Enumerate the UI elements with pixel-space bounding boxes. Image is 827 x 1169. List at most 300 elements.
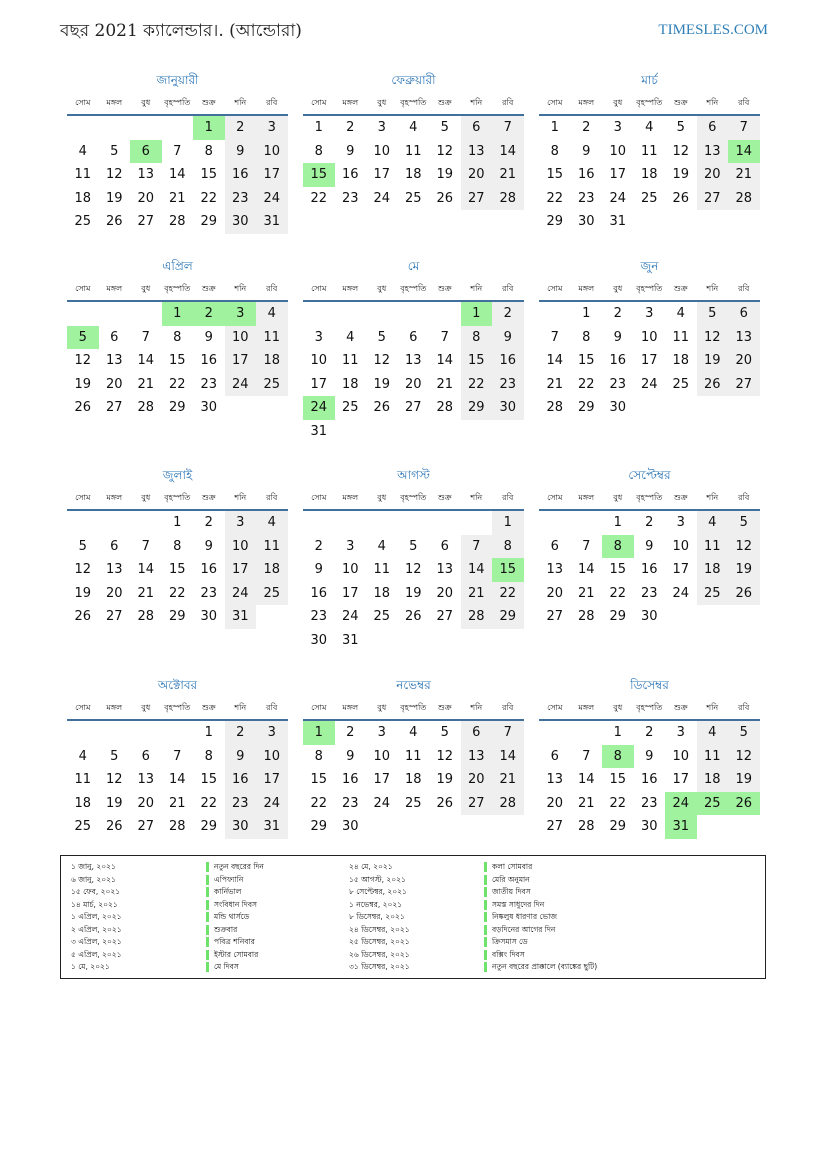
day-cell[interactable]: 17	[225, 558, 257, 582]
day-cell[interactable]: 4	[409, 120, 418, 135]
day-cell[interactable]: 9	[582, 143, 591, 159]
day-cell[interactable]: 18	[697, 768, 729, 792]
holiday-day-cell[interactable]: 15	[492, 558, 524, 582]
day-cell[interactable]: 20	[404, 376, 422, 392]
day-cell[interactable]: 25	[341, 400, 359, 415]
holiday-day-cell[interactable]: 31	[665, 815, 697, 839]
day-cell[interactable]: 13	[461, 140, 493, 164]
day-cell[interactable]: 23	[640, 795, 658, 811]
day-cell[interactable]: 14	[577, 562, 595, 577]
day-cell[interactable]: 18	[341, 376, 359, 392]
day-cell[interactable]: 5	[377, 329, 386, 345]
day-cell[interactable]: 3	[676, 515, 685, 530]
day-cell[interactable]: 23	[577, 190, 595, 206]
day-cell[interactable]: 29	[461, 396, 493, 420]
day-cell[interactable]: 10	[225, 535, 257, 559]
day-cell[interactable]: 2	[346, 120, 355, 135]
day-cell[interactable]: 23	[225, 187, 257, 211]
day-cell[interactable]: 13	[137, 167, 155, 182]
day-cell[interactable]: 27	[105, 400, 123, 415]
day-cell[interactable]: 12	[105, 772, 123, 787]
day-cell[interactable]: 17	[341, 585, 359, 601]
day-cell[interactable]: 5	[676, 120, 685, 135]
day-cell[interactable]: 11	[697, 535, 729, 559]
day-cell[interactable]: 24	[640, 376, 658, 392]
day-cell[interactable]: 18	[256, 558, 288, 582]
day-cell[interactable]: 16	[200, 562, 218, 577]
day-cell[interactable]: 28	[436, 400, 454, 415]
day-cell[interactable]: 15	[168, 562, 186, 577]
day-cell[interactable]: 7	[582, 538, 591, 554]
day-cell[interactable]: 17	[640, 353, 658, 368]
day-cell[interactable]: 9	[314, 562, 323, 577]
day-cell[interactable]: 20	[728, 349, 760, 373]
day-cell[interactable]: 5	[697, 302, 729, 326]
day-cell[interactable]: 2	[346, 725, 355, 740]
day-cell[interactable]: 30	[609, 400, 627, 415]
day-cell[interactable]: 9	[346, 143, 355, 159]
day-cell[interactable]: 19	[105, 190, 123, 206]
day-cell[interactable]: 6	[141, 748, 150, 764]
day-cell[interactable]: 23	[341, 190, 359, 206]
day-cell[interactable]: 2	[492, 302, 524, 326]
day-cell[interactable]: 13	[404, 353, 422, 368]
day-cell[interactable]: 11	[404, 143, 422, 159]
day-cell[interactable]: 29	[200, 214, 218, 229]
day-cell[interactable]: 3	[377, 120, 386, 135]
day-cell[interactable]: 4	[78, 143, 87, 159]
day-cell[interactable]: 12	[436, 143, 454, 159]
day-cell[interactable]: 21	[546, 376, 564, 392]
day-cell[interactable]: 9	[204, 329, 213, 345]
day-cell[interactable]: 31	[310, 423, 328, 439]
day-cell[interactable]: 26	[105, 214, 123, 229]
day-cell[interactable]: 2	[225, 116, 257, 140]
day-cell[interactable]: 20	[546, 795, 564, 811]
day-cell[interactable]: 10	[373, 748, 391, 764]
day-cell[interactable]: 27	[436, 609, 454, 624]
day-cell[interactable]: 19	[728, 558, 760, 582]
day-cell[interactable]: 18	[640, 167, 658, 182]
day-cell[interactable]: 14	[436, 353, 454, 368]
day-cell[interactable]: 29	[310, 819, 328, 834]
day-cell[interactable]: 14	[168, 167, 186, 182]
day-cell[interactable]: 22	[168, 585, 186, 601]
day-cell[interactable]: 16	[341, 772, 359, 787]
day-cell[interactable]: 5	[728, 721, 760, 745]
day-cell[interactable]: 22	[609, 585, 627, 601]
day-cell[interactable]: 20	[436, 585, 454, 601]
day-cell[interactable]: 20	[697, 163, 729, 187]
day-cell[interactable]: 4	[645, 120, 654, 135]
day-cell[interactable]: 19	[105, 795, 123, 811]
day-cell[interactable]: 17	[672, 772, 690, 787]
day-cell[interactable]: 12	[436, 748, 454, 764]
day-cell[interactable]: 7	[141, 329, 150, 345]
day-cell[interactable]: 14	[137, 562, 155, 577]
day-cell[interactable]: 22	[577, 376, 595, 392]
day-cell[interactable]: 8	[314, 748, 323, 764]
day-cell[interactable]: 24	[373, 795, 391, 811]
day-cell[interactable]: 7	[550, 329, 559, 345]
day-cell[interactable]: 12	[728, 745, 760, 769]
day-cell[interactable]: 9	[645, 748, 654, 764]
day-cell[interactable]: 30	[200, 400, 218, 415]
day-cell[interactable]: 5	[409, 538, 418, 554]
day-cell[interactable]: 27	[137, 819, 155, 834]
day-cell[interactable]: 9	[492, 326, 524, 350]
day-cell[interactable]: 8	[550, 143, 559, 159]
day-cell[interactable]: 11	[373, 562, 391, 577]
day-cell[interactable]: 10	[672, 538, 690, 554]
day-cell[interactable]: 22	[609, 795, 627, 811]
day-cell[interactable]: 19	[74, 376, 92, 392]
day-cell[interactable]: 12	[105, 167, 123, 182]
day-cell[interactable]: 17	[256, 163, 288, 187]
day-cell[interactable]: 22	[546, 190, 564, 206]
day-cell[interactable]: 17	[310, 376, 328, 392]
day-cell[interactable]: 20	[461, 163, 493, 187]
day-cell[interactable]: 18	[74, 795, 92, 811]
day-cell[interactable]: 19	[404, 585, 422, 601]
day-cell[interactable]: 2	[582, 120, 591, 135]
day-cell[interactable]: 12	[697, 326, 729, 350]
day-cell[interactable]: 31	[225, 605, 257, 629]
day-cell[interactable]: 23	[341, 795, 359, 811]
day-cell[interactable]: 28	[137, 400, 155, 415]
day-cell[interactable]: 8	[173, 329, 182, 345]
day-cell[interactable]: 8	[582, 329, 591, 345]
day-cell[interactable]: 26	[74, 400, 92, 415]
day-cell[interactable]: 3	[256, 116, 288, 140]
day-cell[interactable]: 7	[173, 748, 182, 764]
day-cell[interactable]: 3	[613, 120, 622, 135]
day-cell[interactable]: 27	[697, 187, 729, 211]
day-cell[interactable]: 18	[672, 353, 690, 368]
day-cell[interactable]: 31	[341, 632, 359, 648]
day-cell[interactable]: 17	[609, 167, 627, 182]
day-cell[interactable]: 19	[728, 768, 760, 792]
day-cell[interactable]: 27	[461, 187, 493, 211]
day-cell[interactable]: 26	[436, 190, 454, 206]
day-cell[interactable]: 29	[492, 605, 524, 629]
day-cell[interactable]: 10	[225, 326, 257, 350]
day-cell[interactable]: 2	[314, 538, 323, 554]
day-cell[interactable]: 13	[546, 562, 564, 577]
day-cell[interactable]: 18	[404, 772, 422, 787]
day-cell[interactable]: 29	[609, 819, 627, 834]
day-cell[interactable]: 17	[256, 768, 288, 792]
day-cell[interactable]: 14	[137, 353, 155, 368]
day-cell[interactable]: 16	[225, 768, 257, 792]
day-cell[interactable]: 25	[697, 582, 729, 606]
site-link[interactable]: TIMESLES.COM	[658, 22, 768, 38]
day-cell[interactable]: 15	[200, 772, 218, 787]
day-cell[interactable]: 2	[225, 721, 257, 745]
day-cell[interactable]: 30	[341, 819, 359, 834]
day-cell[interactable]: 6	[409, 329, 418, 345]
day-cell[interactable]: 22	[310, 190, 328, 206]
day-cell[interactable]: 29	[546, 214, 564, 229]
day-cell[interactable]: 24	[672, 585, 690, 601]
day-cell[interactable]: 1	[173, 515, 182, 530]
day-cell[interactable]: 7	[440, 329, 449, 345]
day-cell[interactable]: 18	[74, 190, 92, 206]
day-cell[interactable]: 10	[341, 562, 359, 577]
day-cell[interactable]: 29	[577, 400, 595, 415]
day-cell[interactable]: 10	[672, 748, 690, 764]
day-cell[interactable]: 21	[577, 795, 595, 811]
holiday-day-cell[interactable]: 1	[193, 116, 225, 140]
day-cell[interactable]: 22	[310, 795, 328, 811]
day-cell[interactable]: 15	[168, 353, 186, 368]
day-cell[interactable]: 11	[341, 353, 359, 368]
day-cell[interactable]: 11	[697, 745, 729, 769]
day-cell[interactable]: 16	[609, 353, 627, 368]
day-cell[interactable]: 22	[200, 795, 218, 811]
day-cell[interactable]: 19	[697, 349, 729, 373]
day-cell[interactable]: 21	[461, 582, 493, 606]
day-cell[interactable]: 9	[613, 329, 622, 345]
day-cell[interactable]: 25	[404, 190, 422, 206]
day-cell[interactable]: 3	[377, 725, 386, 740]
day-cell[interactable]: 11	[256, 326, 288, 350]
day-cell[interactable]: 14	[577, 772, 595, 787]
day-cell[interactable]: 1	[492, 511, 524, 535]
day-cell[interactable]: 28	[168, 214, 186, 229]
day-cell[interactable]: 19	[74, 585, 92, 601]
day-cell[interactable]: 7	[728, 116, 760, 140]
day-cell[interactable]: 29	[609, 609, 627, 624]
day-cell[interactable]: 18	[697, 558, 729, 582]
day-cell[interactable]: 10	[256, 745, 288, 769]
day-cell[interactable]: 16	[310, 585, 328, 601]
day-cell[interactable]: 17	[672, 562, 690, 577]
day-cell[interactable]: 8	[204, 748, 213, 764]
day-cell[interactable]: 21	[137, 376, 155, 392]
day-cell[interactable]: 12	[373, 353, 391, 368]
day-cell[interactable]: 27	[546, 819, 564, 834]
day-cell[interactable]: 20	[105, 585, 123, 601]
day-cell[interactable]: 13	[105, 562, 123, 577]
day-cell[interactable]: 25	[74, 214, 92, 229]
day-cell[interactable]: 30	[225, 210, 257, 234]
day-cell[interactable]: 29	[168, 400, 186, 415]
day-cell[interactable]: 15	[310, 772, 328, 787]
day-cell[interactable]: 21	[492, 768, 524, 792]
day-cell[interactable]: 13	[137, 772, 155, 787]
day-cell[interactable]: 6	[550, 538, 559, 554]
day-cell[interactable]: 19	[373, 376, 391, 392]
day-cell[interactable]: 3	[645, 306, 654, 321]
day-cell[interactable]: 28	[577, 609, 595, 624]
day-cell[interactable]: 24	[256, 792, 288, 816]
day-cell[interactable]: 1	[613, 515, 622, 530]
day-cell[interactable]: 9	[346, 748, 355, 764]
day-cell[interactable]: 25	[373, 609, 391, 624]
holiday-day-cell[interactable]: 1	[303, 721, 335, 745]
day-cell[interactable]: 4	[676, 306, 685, 321]
day-cell[interactable]: 20	[461, 768, 493, 792]
day-cell[interactable]: 13	[105, 353, 123, 368]
day-cell[interactable]: 17	[373, 772, 391, 787]
day-cell[interactable]: 17	[225, 349, 257, 373]
day-cell[interactable]: 23	[609, 376, 627, 392]
holiday-day-cell[interactable]: 6	[130, 140, 162, 164]
day-cell[interactable]: 6	[728, 302, 760, 326]
day-cell[interactable]: 13	[697, 140, 729, 164]
day-cell[interactable]: 30	[310, 632, 328, 648]
day-cell[interactable]: 2	[645, 515, 654, 530]
day-cell[interactable]: 21	[137, 585, 155, 601]
day-cell[interactable]: 27	[105, 609, 123, 624]
day-cell[interactable]: 12	[672, 143, 690, 159]
day-cell[interactable]: 17	[373, 167, 391, 182]
day-cell[interactable]: 1	[582, 306, 591, 321]
day-cell[interactable]: 25	[404, 795, 422, 811]
day-cell[interactable]: 14	[546, 353, 564, 368]
day-cell[interactable]: 1	[314, 120, 323, 135]
day-cell[interactable]: 19	[436, 772, 454, 787]
day-cell[interactable]: 6	[697, 116, 729, 140]
day-cell[interactable]: 7	[492, 721, 524, 745]
day-cell[interactable]: 4	[697, 511, 729, 535]
day-cell[interactable]: 3	[346, 538, 355, 554]
day-cell[interactable]: 30	[577, 214, 595, 229]
day-cell[interactable]: 30	[200, 609, 218, 624]
day-cell[interactable]: 24	[341, 609, 359, 624]
day-cell[interactable]: 2	[645, 725, 654, 740]
day-cell[interactable]: 6	[110, 329, 119, 345]
day-cell[interactable]: 2	[204, 515, 213, 530]
day-cell[interactable]: 26	[404, 609, 422, 624]
day-cell[interactable]: 5	[728, 511, 760, 535]
day-cell[interactable]: 6	[550, 748, 559, 764]
holiday-day-cell[interactable]: 15	[303, 163, 335, 187]
day-cell[interactable]: 12	[74, 562, 92, 577]
day-cell[interactable]: 23	[200, 585, 218, 601]
day-cell[interactable]: 27	[137, 214, 155, 229]
day-cell[interactable]: 19	[672, 167, 690, 182]
day-cell[interactable]: 11	[672, 329, 690, 345]
day-cell[interactable]: 18	[404, 167, 422, 182]
day-cell[interactable]: 4	[78, 748, 87, 764]
day-cell[interactable]: 10	[609, 143, 627, 159]
day-cell[interactable]: 5	[110, 143, 119, 159]
day-cell[interactable]: 7	[582, 748, 591, 764]
day-cell[interactable]: 21	[168, 190, 186, 206]
day-cell[interactable]: 25	[672, 376, 690, 392]
day-cell[interactable]: 7	[461, 535, 493, 559]
day-cell[interactable]: 4	[409, 725, 418, 740]
day-cell[interactable]: 29	[168, 609, 186, 624]
day-cell[interactable]: 31	[256, 815, 288, 839]
day-cell[interactable]: 8	[461, 326, 493, 350]
day-cell[interactable]: 26	[672, 190, 690, 206]
day-cell[interactable]: 28	[137, 609, 155, 624]
day-cell[interactable]: 23	[200, 376, 218, 392]
day-cell[interactable]: 26	[728, 582, 760, 606]
day-cell[interactable]: 14	[168, 772, 186, 787]
day-cell[interactable]: 28	[728, 187, 760, 211]
day-cell[interactable]: 23	[492, 373, 524, 397]
day-cell[interactable]: 11	[256, 535, 288, 559]
holiday-day-cell[interactable]: 24	[303, 396, 335, 420]
day-cell[interactable]: 4	[377, 538, 386, 554]
day-cell[interactable]: 4	[256, 511, 288, 535]
day-cell[interactable]: 4	[697, 721, 729, 745]
day-cell[interactable]: 25	[256, 582, 288, 606]
day-cell[interactable]: 13	[728, 326, 760, 350]
day-cell[interactable]: 9	[225, 745, 257, 769]
day-cell[interactable]: 5	[110, 748, 119, 764]
day-cell[interactable]: 20	[546, 585, 564, 601]
day-cell[interactable]: 30	[640, 819, 658, 834]
day-cell[interactable]: 12	[728, 535, 760, 559]
day-cell[interactable]: 6	[440, 538, 449, 554]
day-cell[interactable]: 28	[492, 187, 524, 211]
day-cell[interactable]: 4	[346, 329, 355, 345]
day-cell[interactable]: 20	[137, 190, 155, 206]
day-cell[interactable]: 27	[404, 400, 422, 415]
day-cell[interactable]: 28	[546, 400, 564, 415]
day-cell[interactable]: 23	[310, 609, 328, 624]
day-cell[interactable]: 21	[436, 376, 454, 392]
day-cell[interactable]: 21	[728, 163, 760, 187]
holiday-day-cell[interactable]: 5	[67, 326, 99, 350]
holiday-day-cell[interactable]: 8	[602, 535, 634, 559]
holiday-day-cell[interactable]: 25	[697, 792, 729, 816]
holiday-day-cell[interactable]: 3	[225, 302, 257, 326]
day-cell[interactable]: 14	[492, 140, 524, 164]
day-cell[interactable]: 22	[492, 582, 524, 606]
day-cell[interactable]: 26	[697, 373, 729, 397]
day-cell[interactable]: 22	[200, 190, 218, 206]
day-cell[interactable]: 31	[609, 214, 627, 229]
day-cell[interactable]: 7	[492, 116, 524, 140]
day-cell[interactable]: 16	[577, 167, 595, 182]
day-cell[interactable]: 10	[640, 329, 658, 345]
day-cell[interactable]: 27	[546, 609, 564, 624]
day-cell[interactable]: 26	[373, 400, 391, 415]
day-cell[interactable]: 10	[310, 353, 328, 368]
day-cell[interactable]: 15	[546, 167, 564, 182]
day-cell[interactable]: 30	[225, 815, 257, 839]
day-cell[interactable]: 18	[373, 585, 391, 601]
day-cell[interactable]: 8	[204, 143, 213, 159]
day-cell[interactable]: 7	[141, 538, 150, 554]
holiday-day-cell[interactable]: 26	[728, 792, 760, 816]
day-cell[interactable]: 11	[640, 143, 658, 159]
holiday-day-cell[interactable]: 1	[162, 302, 194, 326]
day-cell[interactable]: 30	[640, 609, 658, 624]
day-cell[interactable]: 31	[256, 210, 288, 234]
day-cell[interactable]: 27	[728, 373, 760, 397]
holiday-day-cell[interactable]: 14	[728, 140, 760, 164]
holiday-day-cell[interactable]: 2	[193, 302, 225, 326]
day-cell[interactable]: 9	[204, 538, 213, 554]
day-cell[interactable]: 13	[436, 562, 454, 577]
day-cell[interactable]: 14	[461, 558, 493, 582]
day-cell[interactable]: 5	[440, 120, 449, 135]
day-cell[interactable]: 8	[314, 143, 323, 159]
day-cell[interactable]: 25	[256, 373, 288, 397]
day-cell[interactable]: 23	[225, 792, 257, 816]
day-cell[interactable]: 18	[256, 349, 288, 373]
day-cell[interactable]: 16	[341, 167, 359, 182]
day-cell[interactable]: 13	[546, 772, 564, 787]
day-cell[interactable]: 16	[492, 349, 524, 373]
